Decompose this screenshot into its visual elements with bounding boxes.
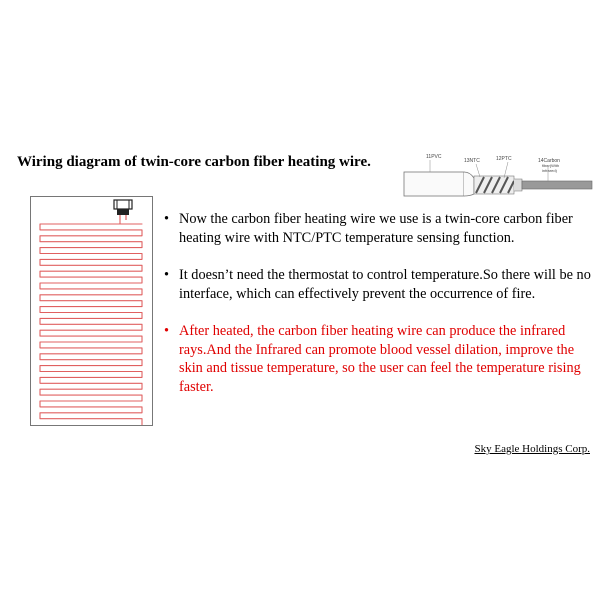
ptc-label: 12PTC bbox=[496, 156, 512, 162]
feature-text: It doesn’t need the thermostat to control temperature.So there will be no interface, which can effectively prevent the occurrence of fire. bbox=[179, 267, 591, 302]
carbon-fiber-core bbox=[522, 181, 592, 189]
bullet-dot: • bbox=[164, 211, 170, 227]
panel-outline bbox=[31, 197, 153, 426]
carbon-sub-label-1: fiber(With bbox=[542, 163, 560, 168]
wire-cross-section-figure bbox=[400, 148, 596, 204]
bullet-dot: • bbox=[164, 323, 170, 339]
bullet-dot: • bbox=[164, 267, 170, 283]
feature-item-ntc-ptc bbox=[164, 210, 594, 247]
feature-text: Now the carbon fiber heating wire we use is a twin-core carbon fiber heating wire with NTC/PTC temperature sensing function. bbox=[179, 211, 573, 246]
pvc-label: 11PVC bbox=[426, 154, 442, 160]
feature-item-no-thermostat bbox=[164, 266, 594, 303]
heating-panel-diagram bbox=[30, 196, 153, 426]
pvc-sheath bbox=[404, 172, 464, 196]
ntc-label: 13NTC bbox=[464, 158, 480, 164]
company-credit: Sky Eagle Holdings Corp. bbox=[474, 443, 590, 455]
feature-item-infrared bbox=[164, 322, 594, 396]
carbon-sub-label-2: infrared) bbox=[542, 168, 557, 173]
carbon-label: 14Carbon bbox=[538, 158, 560, 164]
feature-list bbox=[164, 210, 594, 415]
feature-text: After heated, the carbon fiber heating wire can produce the infrared rays.And the Infrared can promote blood vessel dilation, improve the skin and tissue temperature, so the user can feel the temperature rising faster. bbox=[179, 323, 581, 395]
diagram-title: Wiring diagram of twin-core carbon fiber heating wire. bbox=[17, 154, 371, 170]
